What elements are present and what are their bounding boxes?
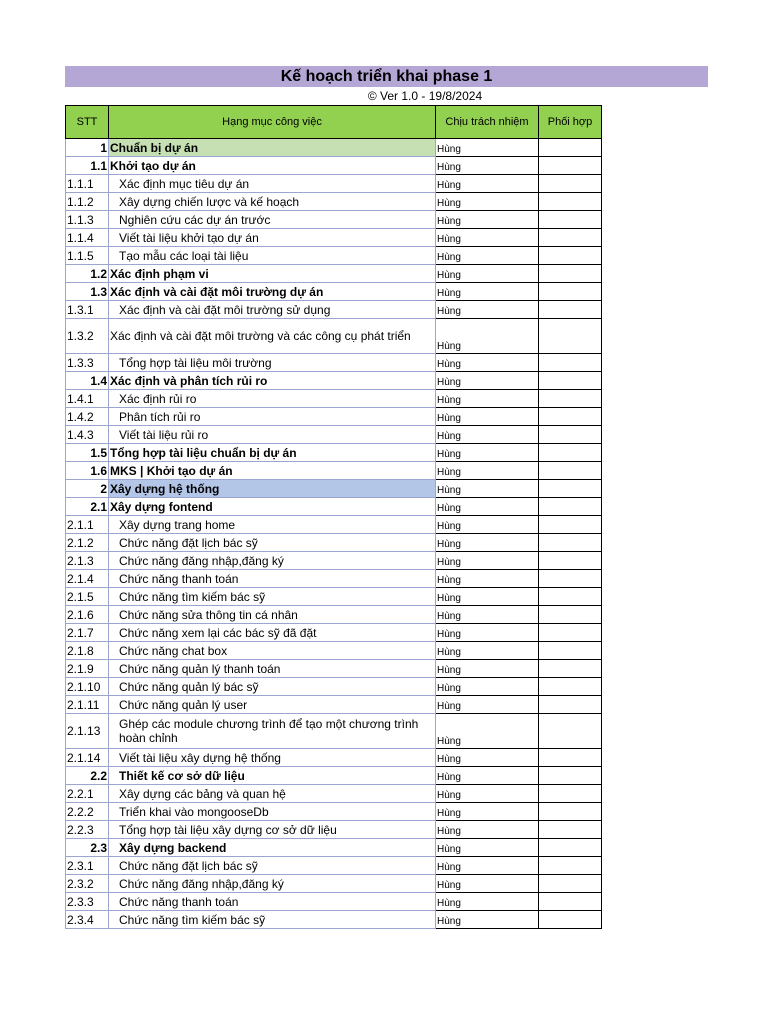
cell-responsible[interactable]: Hùng — [436, 714, 539, 749]
cell-stt[interactable]: 2.1 — [66, 498, 109, 516]
cell-stt[interactable]: 1.3.1 — [66, 301, 109, 319]
cell-stt[interactable]: 2.1.9 — [66, 660, 109, 678]
table-row — [66, 498, 602, 516]
cell-stt[interactable]: 2.1.2 — [66, 534, 109, 552]
cell-responsible[interactable]: Hùng — [436, 319, 539, 354]
header-coordinate[interactable]: Phối hợp — [539, 106, 602, 139]
cell-responsible[interactable]: Hùng — [436, 552, 539, 570]
cell-coordinate[interactable] — [539, 803, 602, 821]
cell-responsible[interactable]: Hùng — [436, 857, 539, 875]
cell-coordinate[interactable] — [539, 390, 602, 408]
header-responsible[interactable]: Chịu trách nhiệm — [436, 106, 539, 139]
cell-task[interactable]: Viết tài liệu xây dựng hệ thống — [109, 749, 436, 767]
cell-coordinate[interactable] — [539, 839, 602, 857]
cell-coordinate[interactable] — [539, 857, 602, 875]
cell-responsible[interactable]: Hùng — [436, 265, 539, 283]
cell-task[interactable]: Xây dựng chiến lược và kế hoạch — [109, 193, 436, 211]
header-row — [66, 106, 602, 139]
cell-responsible[interactable]: Hùng — [436, 247, 539, 265]
cell-stt[interactable]: 2.1.14 — [66, 749, 109, 767]
cell-coordinate[interactable] — [539, 229, 602, 247]
cell-task[interactable]: Khởi tạo dự án — [109, 157, 436, 175]
cell-responsible[interactable]: Hùng — [436, 372, 539, 390]
cell-responsible[interactable]: Hùng — [436, 516, 539, 534]
cell-task[interactable]: Viết tài liệu khởi tạo dự án — [109, 229, 436, 247]
cell-stt[interactable]: 1.4.2 — [66, 408, 109, 426]
cell-coordinate[interactable] — [539, 696, 602, 714]
cell-coordinate[interactable] — [539, 480, 602, 498]
cell-task[interactable]: Xác định mục tiêu dự án — [109, 175, 436, 193]
cell-stt[interactable]: 2.3.3 — [66, 893, 109, 911]
cell-coordinate[interactable] — [539, 283, 602, 301]
table-row — [66, 211, 602, 229]
cell-coordinate[interactable] — [539, 462, 602, 480]
cell-coordinate[interactable] — [539, 408, 602, 426]
cell-responsible[interactable]: Hùng — [436, 570, 539, 588]
cell-responsible[interactable]: Hùng — [436, 283, 539, 301]
cell-coordinate[interactable] — [539, 354, 602, 372]
cell-task[interactable]: Xây dựng trang home — [109, 516, 436, 534]
table-row — [66, 767, 602, 785]
cell-task[interactable]: Xác định và cài đặt môi trường dự án — [109, 283, 436, 301]
cell-task[interactable]: Chức năng quản lý thanh toán — [109, 660, 436, 678]
cell-stt[interactable]: 1.1.4 — [66, 229, 109, 247]
table-row — [66, 911, 602, 929]
table-row — [66, 283, 602, 301]
cell-coordinate[interactable] — [539, 265, 602, 283]
cell-stt[interactable]: 1.4 — [66, 372, 109, 390]
cell-stt[interactable]: 2.2.3 — [66, 821, 109, 839]
table-row — [66, 875, 602, 893]
cell-responsible[interactable]: Hùng — [436, 193, 539, 211]
table-row — [66, 839, 602, 857]
table-row — [66, 480, 602, 498]
cell-coordinate[interactable] — [539, 372, 602, 390]
cell-responsible[interactable]: Hùng — [436, 588, 539, 606]
cell-responsible[interactable]: Hùng — [436, 642, 539, 660]
cell-stt[interactable]: 2.1.6 — [66, 606, 109, 624]
cell-stt[interactable]: 2.1.1 — [66, 516, 109, 534]
cell-stt[interactable]: 2.2.1 — [66, 785, 109, 803]
cell-responsible[interactable]: Hùng — [436, 139, 539, 157]
cell-task[interactable]: Xác định rủi ro — [109, 390, 436, 408]
cell-stt[interactable]: 1.2 — [66, 265, 109, 283]
cell-responsible[interactable]: Hùng — [436, 839, 539, 857]
cell-responsible[interactable]: Hùng — [436, 606, 539, 624]
cell-stt[interactable]: 2.3 — [66, 839, 109, 857]
cell-coordinate[interactable] — [539, 157, 602, 175]
cell-coordinate[interactable] — [539, 678, 602, 696]
cell-task[interactable]: MKS | Khởi tạo dự án — [109, 462, 436, 480]
cell-stt[interactable]: 1.4.3 — [66, 426, 109, 444]
cell-responsible[interactable]: Hùng — [436, 175, 539, 193]
header-stt[interactable]: STT — [66, 106, 109, 139]
table-row — [66, 678, 602, 696]
cell-responsible[interactable]: Hùng — [436, 696, 539, 714]
cell-task[interactable]: Chức năng quản lý user — [109, 696, 436, 714]
cell-stt[interactable]: 2.1.5 — [66, 588, 109, 606]
cell-responsible[interactable]: Hùng — [436, 462, 539, 480]
cell-task[interactable]: Chức năng đăng nhập,đăng ký — [109, 875, 436, 893]
table-row — [66, 624, 602, 642]
cell-task[interactable]: Chức năng tìm kiếm bác sỹ — [109, 911, 436, 929]
cell-stt[interactable]: 1.1.1 — [66, 175, 109, 193]
cell-stt[interactable]: 2.2.2 — [66, 803, 109, 821]
cell-task[interactable]: Tổng hợp tài liệu môi trường — [109, 354, 436, 372]
cell-task[interactable]: Tổng hợp tài liệu chuẩn bị dự án — [109, 444, 436, 462]
cell-responsible[interactable]: Hùng — [436, 157, 539, 175]
cell-task[interactable]: Xây dựng hệ thống — [109, 480, 436, 498]
table-row — [66, 229, 602, 247]
table-row — [66, 390, 602, 408]
cell-task[interactable]: Phân tích rủi ro — [109, 408, 436, 426]
cell-responsible[interactable]: Hùng — [436, 480, 539, 498]
cell-stt[interactable]: 1.6 — [66, 462, 109, 480]
cell-task[interactable]: Chức năng quản lý bác sỹ — [109, 678, 436, 696]
cell-coordinate[interactable] — [539, 785, 602, 803]
table-row — [66, 444, 602, 462]
cell-task[interactable]: Xây dựng backend — [109, 839, 436, 857]
cell-responsible[interactable]: Hùng — [436, 301, 539, 319]
cell-task[interactable]: Chức năng đặt lịch bác sỹ — [109, 857, 436, 875]
header-task[interactable]: Hạng mục công việc — [109, 106, 436, 139]
cell-coordinate[interactable] — [539, 570, 602, 588]
cell-coordinate[interactable] — [539, 175, 602, 193]
cell-coordinate[interactable] — [539, 301, 602, 319]
cell-task[interactable]: Tổng hợp tài liệu xây dựng cơ sở dữ liệu — [109, 821, 436, 839]
cell-responsible[interactable]: Hùng — [436, 803, 539, 821]
cell-responsible[interactable]: Hùng — [436, 911, 539, 929]
cell-coordinate[interactable] — [539, 714, 602, 749]
cell-task[interactable]: Viết tài liệu rủi ro — [109, 426, 436, 444]
cell-stt[interactable]: 2.2 — [66, 767, 109, 785]
cell-stt[interactable]: 1.3.3 — [66, 354, 109, 372]
cell-responsible[interactable]: Hùng — [436, 821, 539, 839]
cell-task[interactable]: Tạo mẫu các loại tài liệu — [109, 247, 436, 265]
cell-coordinate[interactable] — [539, 444, 602, 462]
table-row — [66, 139, 602, 157]
table-row — [66, 821, 602, 839]
cell-coordinate[interactable] — [539, 498, 602, 516]
cell-stt[interactable]: 2.1.7 — [66, 624, 109, 642]
cell-task[interactable]: Xây dựng fontend — [109, 498, 436, 516]
table-row — [66, 247, 602, 265]
cell-coordinate[interactable] — [539, 821, 602, 839]
version-subtitle: © Ver 1.0 - 19/8/2024 — [367, 89, 483, 103]
cell-responsible[interactable]: Hùng — [436, 444, 539, 462]
cell-task[interactable]: Triển khai vào mongooseDb — [109, 803, 436, 821]
cell-responsible[interactable]: Hùng — [436, 498, 539, 516]
table-row — [66, 696, 602, 714]
cell-coordinate[interactable] — [539, 642, 602, 660]
cell-stt[interactable]: 2.1.3 — [66, 552, 109, 570]
cell-responsible[interactable]: Hùng — [436, 229, 539, 247]
cell-stt[interactable]: 1.3.2 — [66, 319, 109, 354]
cell-coordinate[interactable] — [539, 534, 602, 552]
cell-task[interactable]: Chức năng đặt lịch bác sỹ — [109, 534, 436, 552]
cell-coordinate[interactable] — [539, 875, 602, 893]
cell-responsible[interactable]: Hùng — [436, 785, 539, 803]
cell-coordinate[interactable] — [539, 606, 602, 624]
table-row — [66, 157, 602, 175]
cell-stt[interactable]: 2.3.1 — [66, 857, 109, 875]
table-row — [66, 785, 602, 803]
cell-coordinate[interactable] — [539, 660, 602, 678]
cell-responsible[interactable]: Hùng — [436, 354, 539, 372]
table-row — [66, 534, 602, 552]
cell-task[interactable]: Chuẩn bị dự án — [109, 139, 436, 157]
cell-task[interactable]: Nghiên cứu các dự án trước — [109, 211, 436, 229]
cell-stt[interactable]: 1.5 — [66, 444, 109, 462]
table-row — [66, 588, 602, 606]
cell-coordinate[interactable] — [539, 426, 602, 444]
cell-task[interactable]: Chức năng đăng nhập,đăng ký — [109, 552, 436, 570]
table-row — [66, 265, 602, 283]
table-row — [66, 714, 602, 749]
task-table-body — [66, 139, 602, 929]
cell-responsible[interactable]: Hùng — [436, 408, 539, 426]
cell-stt[interactable]: 2.1.11 — [66, 696, 109, 714]
cell-coordinate[interactable] — [539, 193, 602, 211]
cell-coordinate[interactable] — [539, 211, 602, 229]
table-row — [66, 408, 602, 426]
table-row — [66, 803, 602, 821]
table-row — [66, 606, 602, 624]
cell-task[interactable]: Xác định và phân tích rủi ro — [109, 372, 436, 390]
cell-stt[interactable]: 2.1.4 — [66, 570, 109, 588]
cell-coordinate[interactable] — [539, 911, 602, 929]
cell-task[interactable]: Chức năng thanh toán — [109, 570, 436, 588]
cell-responsible[interactable]: Hùng — [436, 893, 539, 911]
cell-coordinate[interactable] — [539, 552, 602, 570]
cell-coordinate[interactable] — [539, 319, 602, 354]
cell-task[interactable]: Chức năng sửa thông tin cá nhân — [109, 606, 436, 624]
cell-stt[interactable]: 1.1.3 — [66, 211, 109, 229]
cell-stt[interactable]: 1.1 — [66, 157, 109, 175]
table-row — [66, 319, 602, 354]
cell-stt[interactable]: 2.3.4 — [66, 911, 109, 929]
table-row — [66, 301, 602, 319]
cell-responsible[interactable]: Hùng — [436, 660, 539, 678]
cell-coordinate[interactable] — [539, 749, 602, 767]
cell-coordinate[interactable] — [539, 767, 602, 785]
cell-stt[interactable]: 1.4.1 — [66, 390, 109, 408]
cell-responsible[interactable]: Hùng — [436, 426, 539, 444]
cell-stt[interactable]: 2 — [66, 480, 109, 498]
cell-stt[interactable]: 1 — [66, 139, 109, 157]
table-row — [66, 749, 602, 767]
cell-responsible[interactable]: Hùng — [436, 749, 539, 767]
cell-coordinate[interactable] — [539, 588, 602, 606]
table-row — [66, 354, 602, 372]
table-row — [66, 462, 602, 480]
table-row — [66, 893, 602, 911]
sheet-title: Kế hoạch triển khai phase 1 — [65, 66, 708, 87]
cell-task[interactable]: Chức năng tìm kiếm bác sỹ — [109, 588, 436, 606]
cell-stt[interactable]: 2.1.10 — [66, 678, 109, 696]
table-row — [66, 552, 602, 570]
cell-responsible[interactable]: Hùng — [436, 390, 539, 408]
cell-task[interactable]: Ghép các module chương trình để tạo một chương trình hoàn chỉnh — [109, 714, 436, 749]
cell-responsible[interactable]: Hùng — [436, 767, 539, 785]
cell-stt[interactable]: 1.1.5 — [66, 247, 109, 265]
table-row — [66, 570, 602, 588]
table-row — [66, 642, 602, 660]
cell-stt[interactable]: 2.1.13 — [66, 714, 109, 749]
cell-responsible[interactable]: Hùng — [436, 678, 539, 696]
cell-stt[interactable]: 2.3.2 — [66, 875, 109, 893]
cell-stt[interactable]: 1.3 — [66, 283, 109, 301]
cell-responsible[interactable]: Hùng — [436, 534, 539, 552]
cell-coordinate[interactable] — [539, 624, 602, 642]
table-row — [66, 426, 602, 444]
cell-responsible[interactable]: Hùng — [436, 875, 539, 893]
cell-responsible[interactable]: Hùng — [436, 211, 539, 229]
table-row — [66, 175, 602, 193]
cell-task[interactable]: Chức năng xem lại các bác sỹ đã đặt — [109, 624, 436, 642]
cell-task[interactable]: Xác định và cài đặt môi trường và các công cụ phát triển — [109, 319, 436, 354]
cell-coordinate[interactable] — [539, 516, 602, 534]
table-row — [66, 372, 602, 390]
task-table — [65, 105, 602, 929]
cell-responsible[interactable]: Hùng — [436, 624, 539, 642]
cell-task[interactable]: Xây dựng các bảng và quan hệ — [109, 785, 436, 803]
table-row — [66, 193, 602, 211]
cell-task[interactable]: Xác định phạm vi — [109, 265, 436, 283]
cell-task[interactable]: Chức năng chat box — [109, 642, 436, 660]
cell-task[interactable]: Chức năng thanh toán — [109, 893, 436, 911]
table-row — [66, 516, 602, 534]
cell-task[interactable]: Thiết kế cơ sở dữ liệu — [109, 767, 436, 785]
table-row — [66, 857, 602, 875]
table-row — [66, 660, 602, 678]
cell-coordinate[interactable] — [539, 139, 602, 157]
cell-stt[interactable]: 2.1.8 — [66, 642, 109, 660]
cell-coordinate[interactable] — [539, 893, 602, 911]
cell-stt[interactable]: 1.1.2 — [66, 193, 109, 211]
cell-coordinate[interactable] — [539, 247, 602, 265]
cell-task[interactable]: Xác định và cài đặt môi trường sử dụng — [109, 301, 436, 319]
